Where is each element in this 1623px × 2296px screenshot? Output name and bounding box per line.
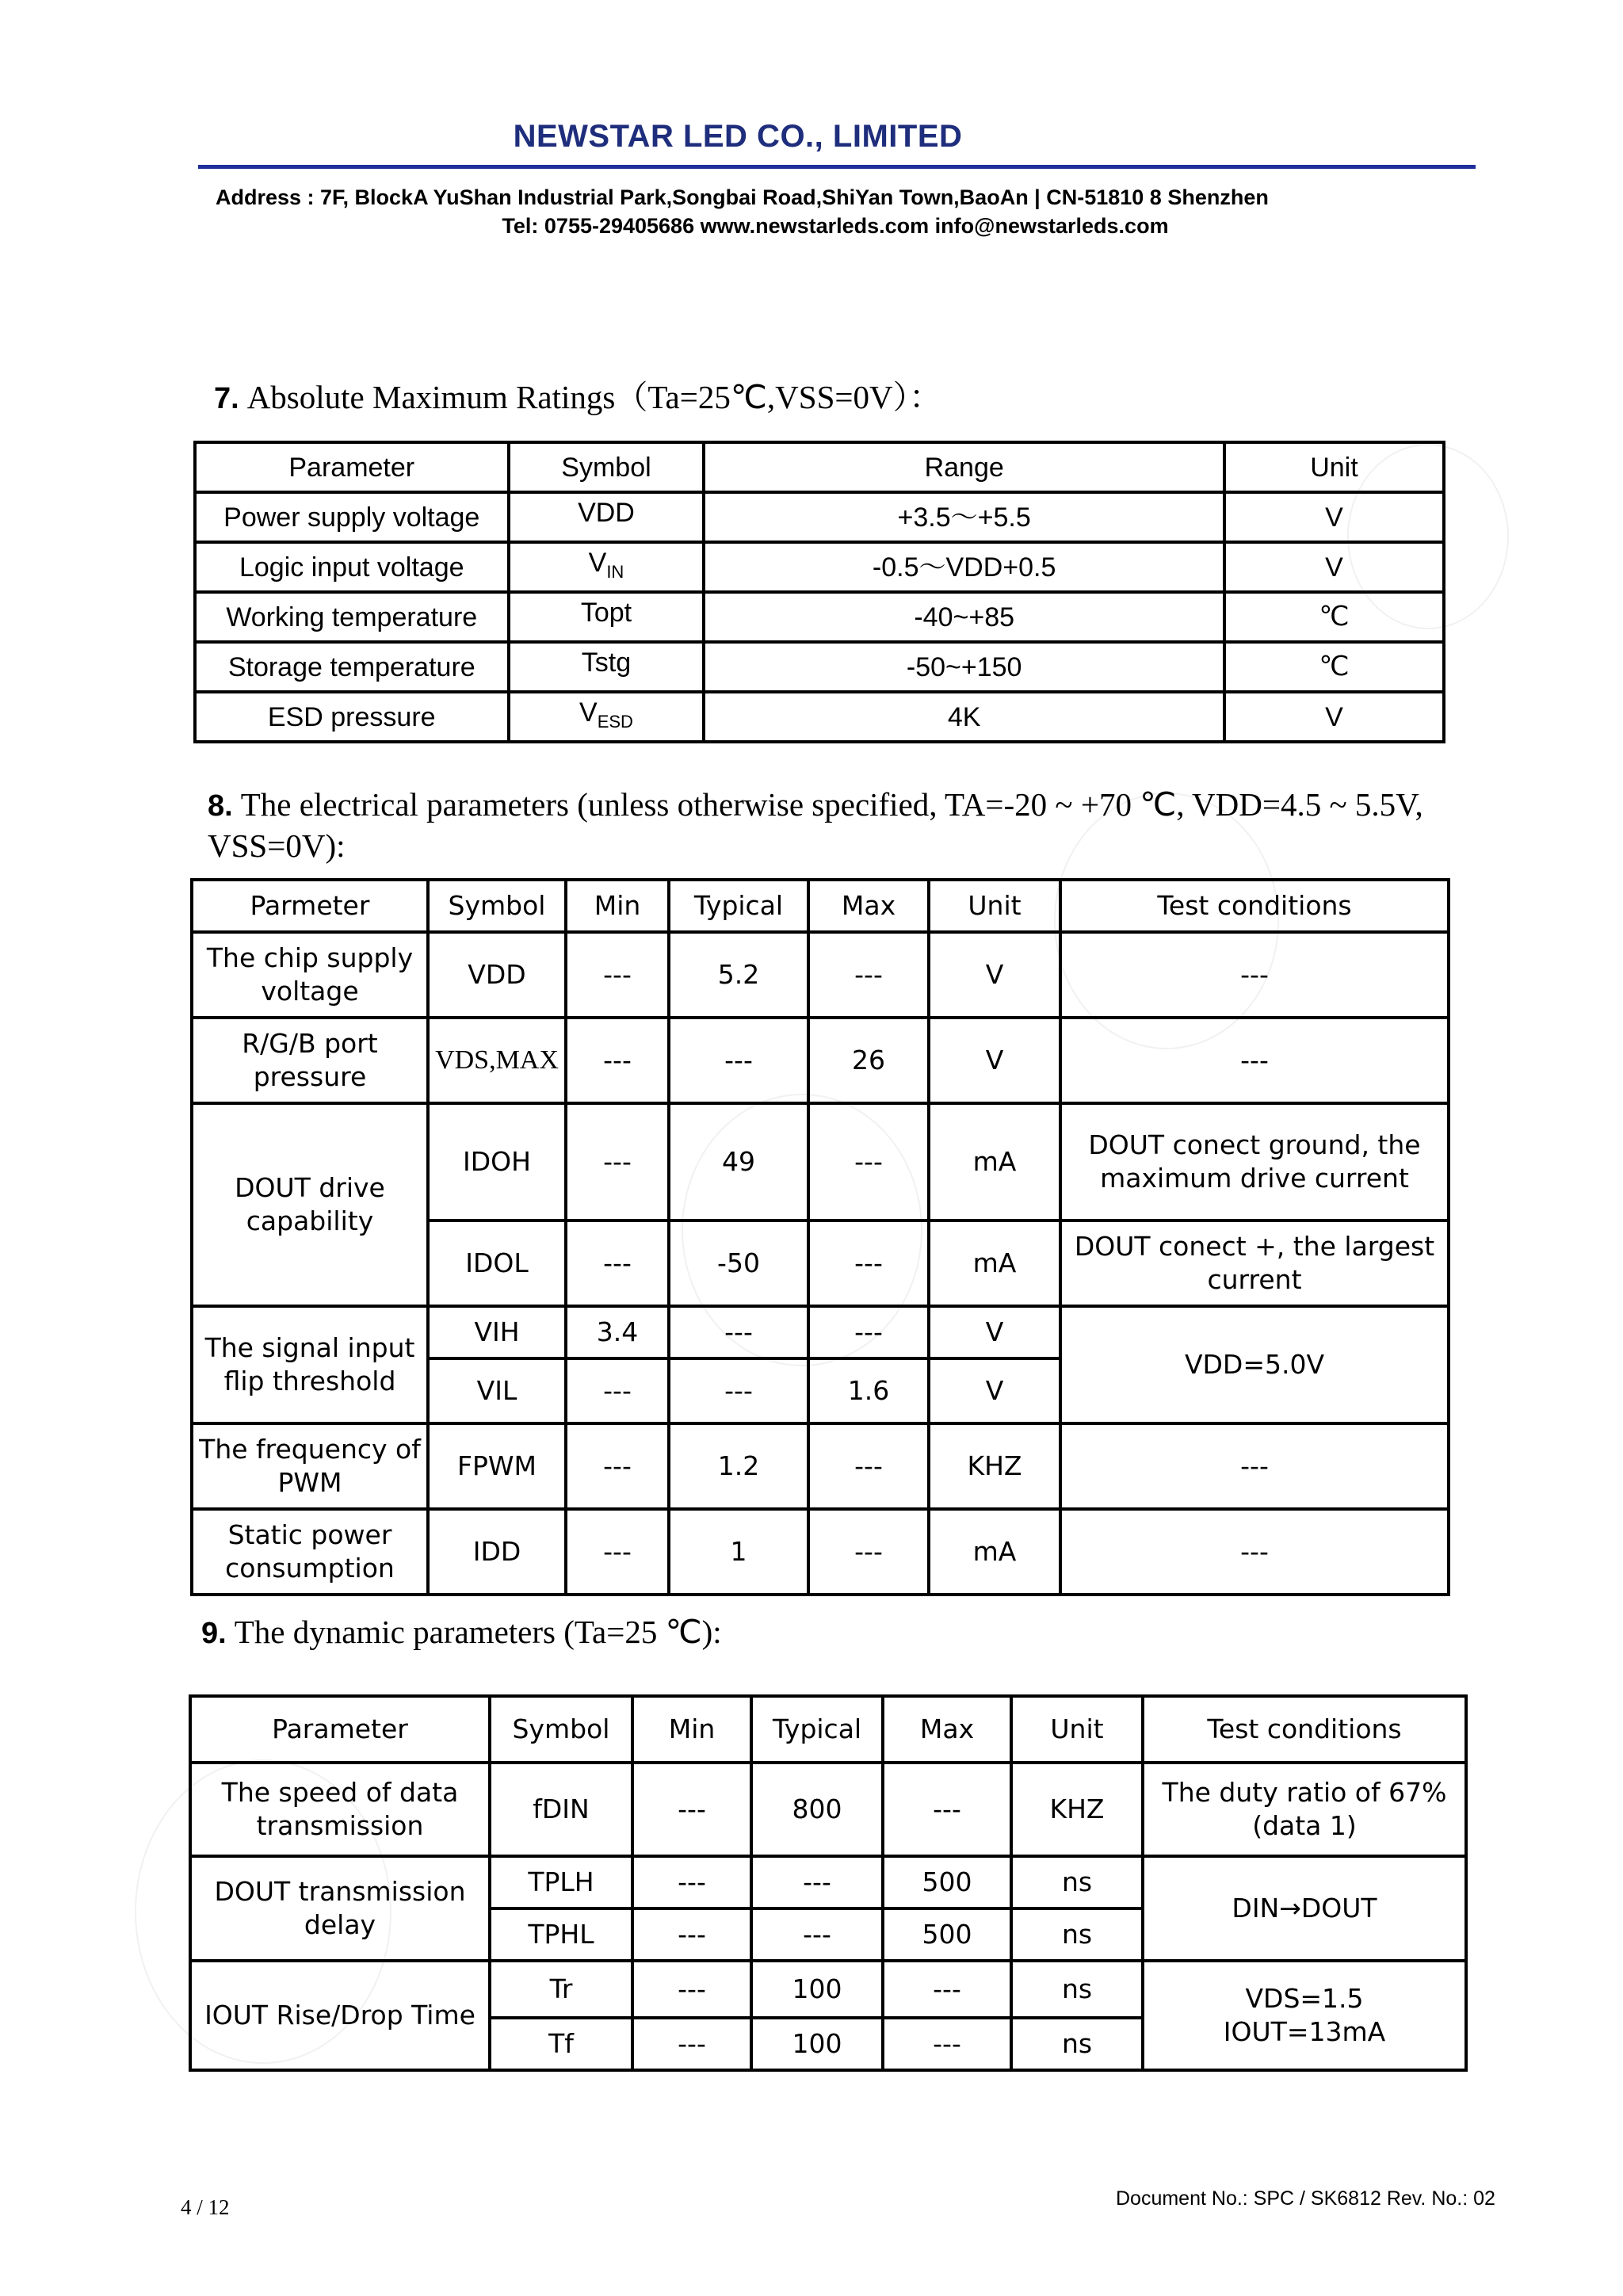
table-header-row: [190, 1696, 1466, 1763]
param-cell: Logic input voltage: [195, 542, 509, 592]
document-number: Document No.: SPC / SK6812 Rev. No.: 02: [1116, 2187, 1495, 2210]
param-cell: Static power consumption: [192, 1509, 428, 1595]
typical-cell: 100: [751, 1961, 883, 2018]
max-cell: ---: [883, 2018, 1011, 2070]
condition-line: IOUT=13mA: [1223, 2016, 1386, 2047]
condition-cell: [1143, 1961, 1466, 2070]
symbol-cell: [509, 592, 705, 642]
section-title: Absolute Maximum Ratings（Ta=25℃,VSS=0V）：: [246, 379, 942, 415]
unit-cell: mA: [929, 1509, 1060, 1595]
symbol-cell: [509, 492, 705, 542]
param-cell: DOUT drive capability: [192, 1103, 428, 1306]
header-cell: Parameter: [195, 442, 509, 492]
unit-cell: ns: [1011, 1961, 1143, 2018]
condition-cell: ---: [1060, 1509, 1449, 1595]
section-9-heading: [201, 1612, 722, 1653]
unit-cell: V: [1224, 692, 1444, 742]
header-cell: Unit: [929, 880, 1060, 932]
param-cell: The speed of data transmission: [190, 1763, 490, 1856]
range-cell: -0.5～VDD+0.5: [704, 542, 1224, 592]
typical-cell: ---: [751, 1908, 883, 1961]
table-row: [195, 692, 1444, 742]
condition-cell: ---: [1060, 932, 1449, 1018]
table-row: [192, 1509, 1449, 1595]
condition-cell: DOUT conect +, the largest current: [1060, 1221, 1449, 1306]
symbol-cell: IDOH: [428, 1103, 566, 1221]
symbol-text: Tstg: [581, 647, 632, 678]
header-cell: Parameter: [190, 1696, 490, 1763]
table-row: [195, 542, 1444, 592]
symbol-cell: IDOL: [428, 1221, 566, 1306]
company-address: Address : 7F, BlockA YuShan Industrial Park,Songbai Road,ShiYan Town,BaoAn | CN-51810 8 Shenzhen: [216, 185, 1269, 209]
typical-cell: 800: [751, 1763, 883, 1856]
section-title: The dynamic parameters (Ta=25 ℃):: [234, 1614, 722, 1650]
max-cell: ---: [808, 1423, 929, 1509]
unit-cell: V: [1224, 542, 1444, 592]
min-cell: ---: [566, 1018, 669, 1103]
symbol-subscript: ESD: [597, 711, 633, 732]
unit-cell: ns: [1011, 1856, 1143, 1908]
min-cell: ---: [632, 1908, 751, 1961]
company-contact: Tel: 0755-29405686 www.newstarleds.com info@newstarleds.com: [502, 214, 1169, 238]
table-header-row: [192, 880, 1449, 932]
typical-cell: 1: [669, 1509, 808, 1595]
section-number: 8.: [208, 789, 233, 823]
symbol-cell: Tr: [490, 1961, 632, 2018]
header-cell: Max: [883, 1696, 1011, 1763]
header-cell: Symbol: [428, 880, 566, 932]
unit-cell: ℃: [1224, 642, 1444, 692]
header-cell: Max: [808, 880, 929, 932]
typical-cell: 5.2: [669, 932, 808, 1018]
min-cell: 3.4: [566, 1306, 669, 1358]
param-cell: IOUT Rise/Drop Time: [190, 1961, 490, 2070]
header-cell: Typical: [669, 880, 808, 932]
unit-cell: V: [929, 1018, 1060, 1103]
table-row: [192, 1018, 1449, 1103]
condition-cell: DOUT conect ground, the maximum drive current: [1060, 1103, 1449, 1221]
symbol-cell: FPWM: [428, 1423, 566, 1509]
table-row: [192, 1423, 1449, 1509]
unit-cell: ns: [1011, 1908, 1143, 1961]
param-cell: R/G/B port pressure: [192, 1018, 428, 1103]
typical-cell: 100: [751, 2018, 883, 2070]
condition-cell: The duty ratio of 67% (data 1): [1143, 1763, 1466, 1856]
param-cell: The chip supply voltage: [192, 932, 428, 1018]
header-cell: Parmeter: [192, 880, 428, 932]
condition-cell: DIN→DOUT: [1143, 1856, 1466, 1961]
param-cell: Storage temperature: [195, 642, 509, 692]
header-cell: Symbol: [490, 1696, 632, 1763]
table-row: [195, 492, 1444, 542]
range-cell: -40~+85: [704, 592, 1224, 642]
min-cell: ---: [566, 1423, 669, 1509]
symbol-cell: [509, 692, 705, 742]
param-cell: Working temperature: [195, 592, 509, 642]
table-row: [190, 1763, 1466, 1856]
header-cell: Unit: [1224, 442, 1444, 492]
max-cell: ---: [808, 932, 929, 1018]
header-cell: Min: [632, 1696, 751, 1763]
typical-cell: ---: [669, 1018, 808, 1103]
symbol-cell: VIH: [428, 1306, 566, 1358]
symbol-cell: TPHL: [490, 1908, 632, 1961]
section-number: 7.: [214, 382, 239, 415]
section-7-heading: [214, 377, 941, 418]
max-cell: ---: [808, 1509, 929, 1595]
typical-cell: ---: [669, 1358, 808, 1423]
max-cell: 500: [883, 1856, 1011, 1908]
unit-cell: V: [929, 1358, 1060, 1423]
unit-cell: KHZ: [929, 1423, 1060, 1509]
symbol-cell: VIL: [428, 1358, 566, 1423]
header-cell: Symbol: [509, 442, 705, 492]
header-cell: Range: [704, 442, 1224, 492]
max-cell: 500: [883, 1908, 1011, 1961]
symbol-cell: VDS,MAX: [428, 1018, 566, 1103]
page-number: 4 / 12: [181, 2195, 230, 2219]
symbol-subscript: IN: [606, 561, 624, 582]
unit-cell: ns: [1011, 2018, 1143, 2070]
section-title-continued: VSS=0V):: [208, 827, 346, 864]
symbol-cell: fDIN: [490, 1763, 632, 1856]
header-cell: Test conditions: [1060, 880, 1449, 932]
symbol-cell: [509, 542, 705, 592]
condition-cell: ---: [1060, 1423, 1449, 1509]
header-cell: Unit: [1011, 1696, 1143, 1763]
header-cell: Test conditions: [1143, 1696, 1466, 1763]
symbol-cell: [509, 642, 705, 692]
min-cell: ---: [632, 2018, 751, 2070]
min-cell: ---: [566, 1358, 669, 1423]
condition-line: VDS=1.5: [1245, 1983, 1364, 2014]
max-cell: 1.6: [808, 1358, 929, 1423]
section-8-heading: [208, 785, 1423, 865]
unit-cell: V: [929, 932, 1060, 1018]
min-cell: ---: [566, 932, 669, 1018]
max-cell: ---: [808, 1306, 929, 1358]
condition-cell: VDD=5.0V: [1060, 1306, 1449, 1423]
header-rule: [198, 165, 1476, 169]
section-title: The electrical parameters (unless otherwise specified, TA=-20 ~ +70 ℃, VDD=4.5 ~ 5.5V,: [240, 786, 1423, 823]
absolute-max-ratings-table: [193, 441, 1445, 743]
unit-cell: KHZ: [1011, 1763, 1143, 1856]
param-cell: DOUT transmission delay: [190, 1856, 490, 1961]
max-cell: ---: [808, 1103, 929, 1221]
typical-cell: 49: [669, 1103, 808, 1221]
table-row: [192, 1103, 1449, 1221]
table-row: [192, 932, 1449, 1018]
symbol-cell: IDD: [428, 1509, 566, 1595]
symbol-cell: Tf: [490, 2018, 632, 2070]
table-row: [195, 642, 1444, 692]
typical-cell: 1.2: [669, 1423, 808, 1509]
unit-cell: V: [1224, 492, 1444, 542]
unit-cell: mA: [929, 1103, 1060, 1221]
table-header-row: [195, 442, 1444, 492]
symbol-text: VDD: [578, 497, 635, 528]
min-cell: ---: [566, 1221, 669, 1306]
table-row: [190, 1961, 1466, 2018]
typical-cell: ---: [751, 1856, 883, 1908]
table-row: [195, 592, 1444, 642]
section-number: 9.: [201, 1617, 227, 1650]
symbol-text: V: [588, 547, 607, 578]
symbol-text: V: [579, 697, 598, 728]
condition-cell: ---: [1060, 1018, 1449, 1103]
param-cell: Power supply voltage: [195, 492, 509, 542]
symbol-text: Topt: [580, 597, 632, 628]
range-cell: -50~+150: [704, 642, 1224, 692]
unit-cell: ℃: [1224, 592, 1444, 642]
symbol-cell: TPLH: [490, 1856, 632, 1908]
range-cell: +3.5～+5.5: [704, 492, 1224, 542]
dynamic-parameters-table: [189, 1694, 1468, 2072]
min-cell: ---: [566, 1103, 669, 1221]
electrical-parameters-table: [190, 878, 1450, 1596]
typical-cell: -50: [669, 1221, 808, 1306]
max-cell: ---: [808, 1221, 929, 1306]
min-cell: ---: [632, 1961, 751, 2018]
unit-cell: V: [929, 1306, 1060, 1358]
symbol-cell: VDD: [428, 932, 566, 1018]
min-cell: ---: [632, 1856, 751, 1908]
param-cell: The frequency of PWM: [192, 1423, 428, 1509]
min-cell: ---: [566, 1509, 669, 1595]
max-cell: ---: [883, 1961, 1011, 2018]
company-name: NEWSTAR LED CO., LIMITED: [513, 119, 963, 154]
unit-cell: mA: [929, 1221, 1060, 1306]
param-cell: ESD pressure: [195, 692, 509, 742]
table-row: [190, 1856, 1466, 1908]
min-cell: ---: [632, 1763, 751, 1856]
param-cell: The signal input flip threshold: [192, 1306, 428, 1423]
typical-cell: ---: [669, 1306, 808, 1358]
header-cell: Min: [566, 880, 669, 932]
max-cell: ---: [883, 1763, 1011, 1856]
table-row: [192, 1306, 1449, 1358]
range-cell: 4K: [704, 692, 1224, 742]
max-cell: 26: [808, 1018, 929, 1103]
header-cell: Typical: [751, 1696, 883, 1763]
